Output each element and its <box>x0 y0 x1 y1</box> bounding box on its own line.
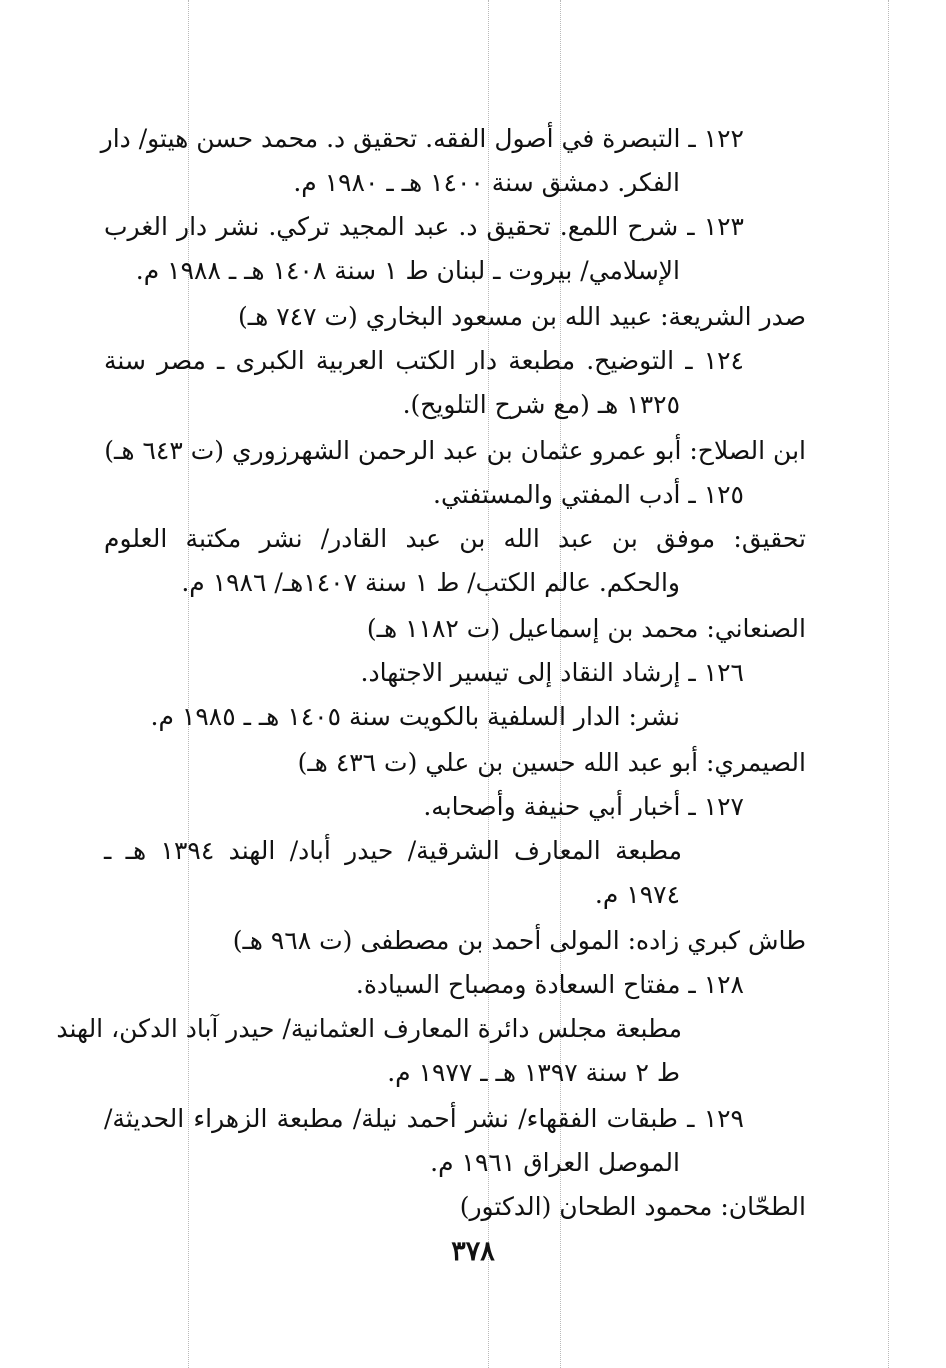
entry-123-line-2: الإسلامي/ بيروت ـ لبنان ط ١ سنة ١٤٠٨ هـ ـ ١٩٨٨ م. <box>135 256 680 285</box>
author-heading: صدر الشريعة: عبيد الله بن مسعود البخاري (ت ٧٤٧ هـ) <box>238 302 806 331</box>
entry-127-publisher-line-1: مطبعة المعارف الشرقية/ حيدر أباد/ الهند ١٣٩٤ هـ ـ <box>104 836 682 865</box>
entry-124-line-2: ١٣٢٥ هـ (مع شرح التلويح). <box>402 390 680 419</box>
entry-123-line-1: ١٢٣ ـ شرح اللمع. تحقيق د. عبد المجيد تركي. نشر دار الغرب <box>104 212 744 241</box>
entry-129-line-2: الموصل العراق ١٩٦١ م. <box>430 1148 680 1177</box>
entry-127-publisher-line-2: ١٩٧٤ م. <box>594 880 680 909</box>
author-heading: الطحّان: محمود الطحان (الدكتور) <box>459 1192 806 1221</box>
entry-126-publisher: نشر: الدار السلفية بالكويت سنة ١٤٠٥ هـ ـ ١٩٨٥ م. <box>150 702 680 731</box>
entry-122-line-1: ١٢٢ ـ التبصرة في أصول الفقه. تحقيق د. محمد حسن هيتو/ دار <box>100 124 744 153</box>
entry-128-publisher-line-1: مطبعة مجلس دائرة المعارف العثمانية/ حيدر آباد الدكن، الهند <box>56 1014 682 1043</box>
entry-128-publisher-line-2: ط ٢ سنة ١٣٩٧ هـ ـ ١٩٧٧ م. <box>387 1058 680 1087</box>
scan-artifact-line <box>888 0 889 1368</box>
entry-128-title: ١٢٨ ـ مفتاح السعادة ومصباح السيادة. <box>355 970 744 999</box>
author-heading: طاش كبري زاده: المولى أحمد بن مصطفى (ت ٩٦٨ هـ) <box>232 926 806 955</box>
entry-122-line-2: الفكر. دمشق سنة ١٤٠٠ هـ ـ ١٩٨٠ م. <box>293 168 680 197</box>
entry-125-publisher-line-2: والحكم. عالم الكتب/ ط ١ سنة ١٤٠٧هـ/ ١٩٨٦ م. <box>181 568 680 597</box>
entry-126-title: ١٢٦ ـ إرشاد النقاد إلى تيسير الاجتهاد. <box>360 658 744 687</box>
entry-129-line-1: ١٢٩ ـ طبقات الفقهاء/ نشر أحمد نيلة/ مطبعة الزهراء الحديثة/ <box>104 1104 744 1133</box>
entry-124-line-1: ١٢٤ ـ التوضيح. مطبعة دار الكتب العربية الكبرى ـ مصر سنة <box>104 346 744 375</box>
author-heading: ابن الصلاح: أبو عمرو عثمان بن عبد الرحمن الشهرزوري (ت ٦٤٣ هـ) <box>104 436 806 465</box>
author-heading: الصيمري: أبو عبد الله حسين بن علي (ت ٤٣٦ هـ) <box>297 748 806 777</box>
entry-125-publisher-line-1: تحقيق: موفق بن عبد الله بن عبد القادر/ نشر مكتبة العلوم <box>104 524 806 553</box>
entry-125-title: ١٢٥ ـ أدب المفتي والمستفتي. <box>433 480 744 509</box>
page-number: ٣٧٨ <box>451 1236 495 1267</box>
author-heading: الصنعاني: محمد بن إسماعيل (ت ١١٨٢ هـ) <box>366 614 806 643</box>
entry-127-title: ١٢٧ ـ أخبار أبي حنيفة وأصحابه. <box>423 792 744 821</box>
